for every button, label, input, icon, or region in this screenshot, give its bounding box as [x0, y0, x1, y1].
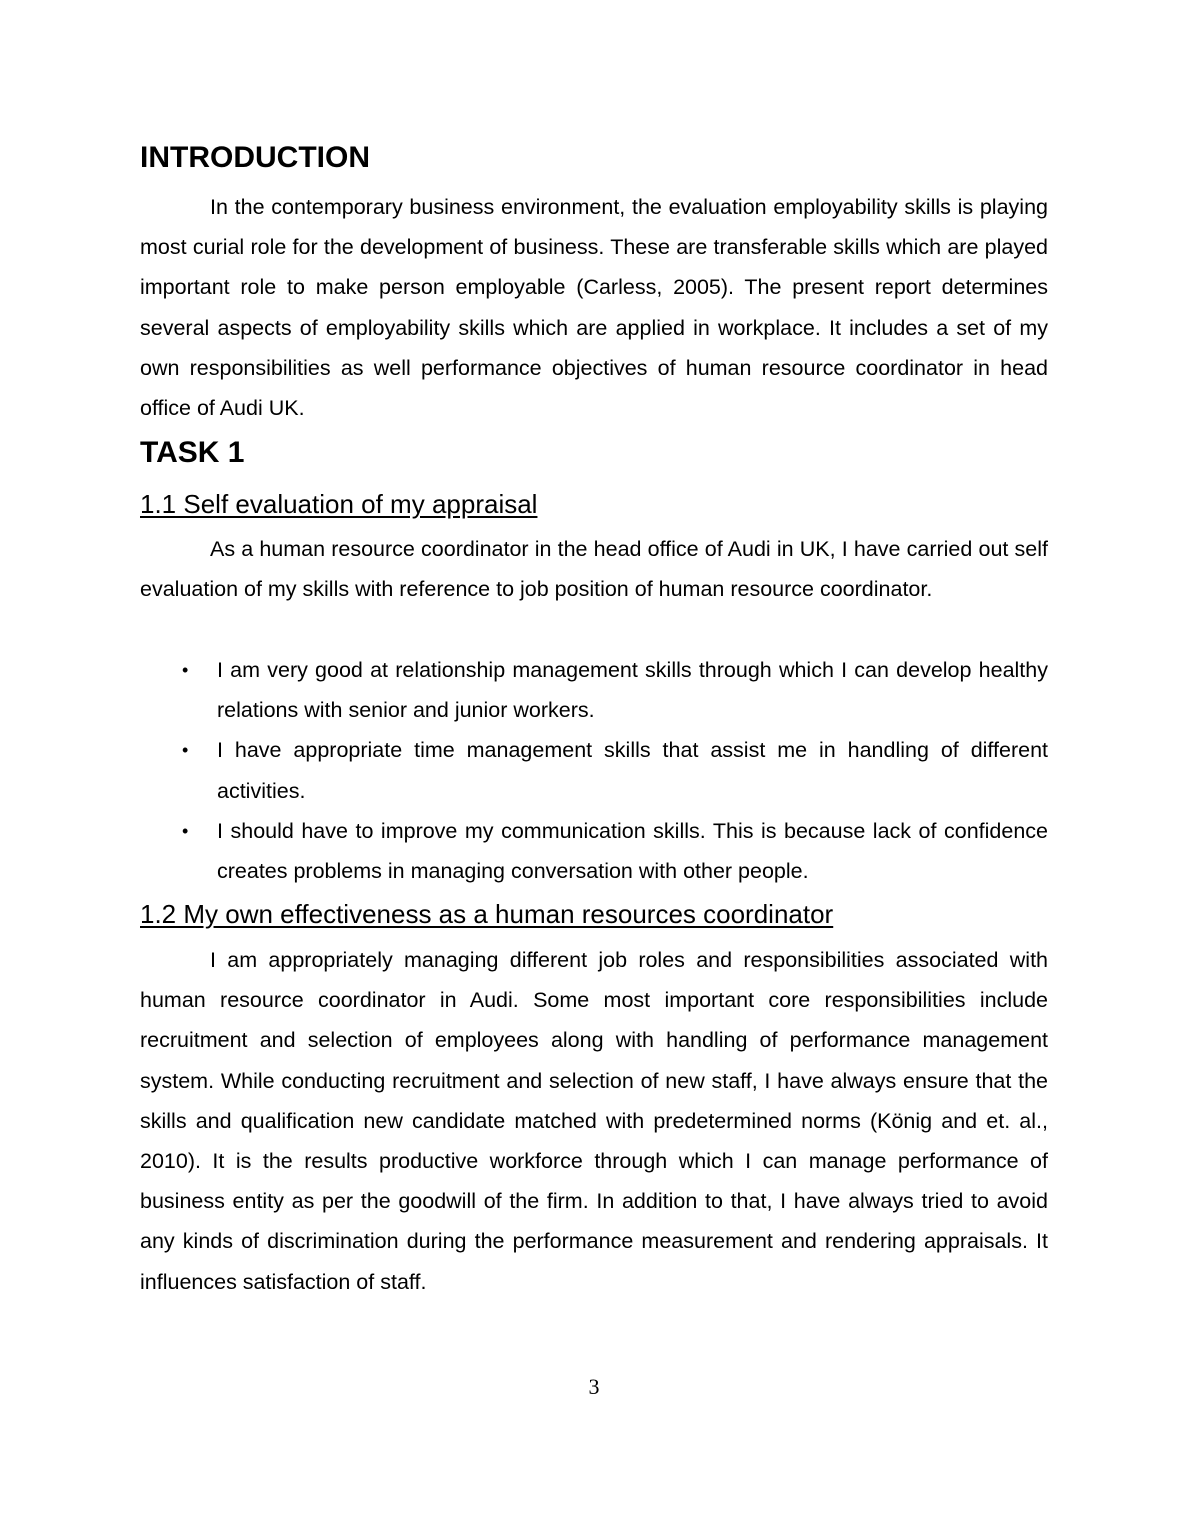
section-1-2-paragraph: I am appropriately managing different job roles and responsibilities associated with human resource coordinator in Audi. Some most important core responsibilities include recruitment and selection of employees along with handling of performance management system. While conducting recruitment and selection of new staff, I have always ensure that the skills and qualification new candidate matched with predetermined norms (König and et. al., 2010). It is the results productive workforce through which I can manage performance of business entity as per the goodwill of the firm. In addition to that, I have always tried to avoid any kinds of discrimination during the performance measurement and rendering appraisals. It influences satisfaction of staff. — [140, 948, 1048, 1294]
introduction-heading: INTRODUCTION — [140, 141, 370, 174]
self-evaluation-bullet-list — [140, 650, 1048, 891]
bullet-icon: • — [182, 820, 189, 841]
bullet-text: I am very good at relationship management skills through which I can develop healthy relations with senior and junior workers. — [217, 658, 1048, 723]
bullet-icon: • — [182, 660, 189, 680]
bullet-icon: • — [182, 740, 189, 761]
bullet-text: I have appropriate time management skills that assist me in handling of different activities. — [217, 738, 1048, 803]
task1-heading: TASK 1 — [140, 436, 245, 469]
section-1-1-heading: 1.1 Self evaluation of my appraisal — [140, 489, 538, 519]
list-item — [140, 650, 1048, 730]
list-item — [140, 730, 1048, 810]
section-1-2-heading: 1.2 My own effectiveness as a human resources coordinator — [140, 899, 834, 929]
page-number: 3 — [588, 1374, 600, 1399]
introduction-paragraph: In the contemporary business environment, the evaluation employability skills is playing most curial role for the development of business. These are transferable skills which are played important role to make person employable (Carless, 2005). The present report determines several aspects of employability skills which are applied in workplace. It includes a set of my own responsibilities as well performance objectives of human resource coordinator in head office of Audi UK. — [140, 195, 1048, 421]
document-page — [140, 0, 1048, 1540]
list-item — [140, 811, 1048, 891]
bullet-text: I should have to improve my communication skills. This is because lack of confidence creates problems in managing conversation with other people. — [217, 818, 1048, 884]
section-1-1-paragraph: As a human resource coordinator in the head office of Audi in UK, I have carried out self evaluation of my skills with reference to job position of human resource coordinator. — [140, 537, 1048, 602]
